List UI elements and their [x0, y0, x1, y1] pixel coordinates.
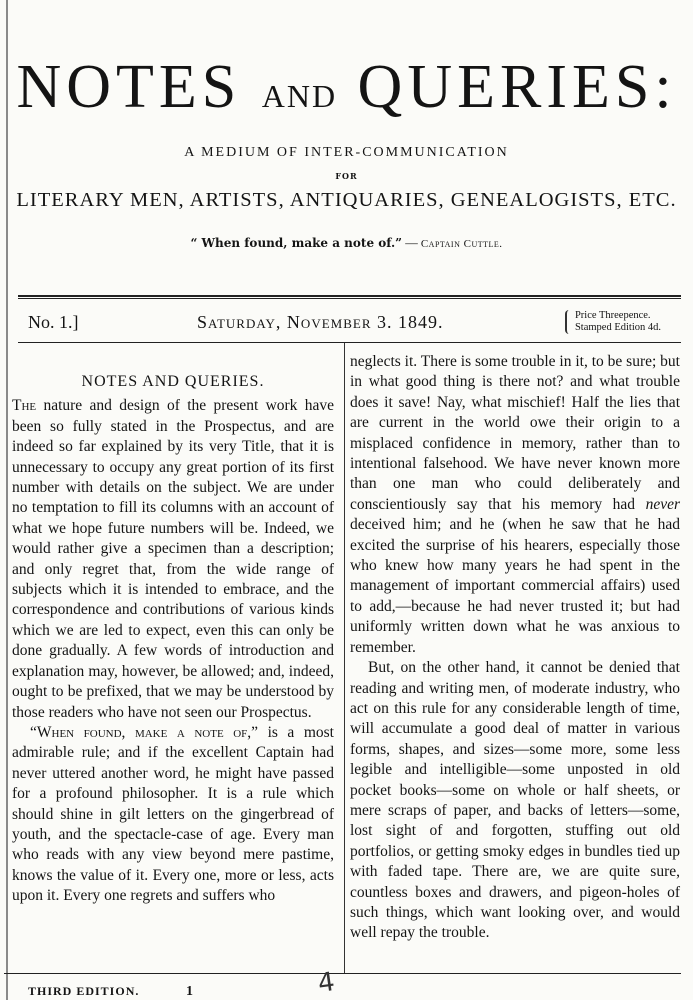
paragraph-text: deceived him; and he (when he saw that he had excited the surprise of his hearers, especially those who knew how many years he had spent in the management of important commercial affairs) used to add,—because he had never trusted it; but had uniformly written down what he was anxious to remember. [350, 516, 680, 656]
article-paragraph [12, 396, 334, 723]
motto-dash: — [402, 236, 421, 250]
left-column [12, 352, 334, 907]
paragraph-lead: The [12, 397, 37, 415]
subtitle: A MEDIUM OF INTER-COMMUNICATION [184, 145, 509, 160]
motto-quote: “ When found, make a note of.” [190, 236, 403, 250]
dateline [22, 306, 681, 336]
article-paragraph: But, on the other hand, it cannot be denied that reading and writing men, of moderate industry, who act on this rule for any considerable length of time, will accumulate a good deal of matter in various forms, shapes, and sizes—some more, some less legible and intelligible—some unposted in old pocket books—some on whole or half sheets, or mere scraps of paper, and backs of letters—some, lost sight of and forgotten, stuffing out old portfolios, or getting smoky edges in bundles tied up with faded tape. There are, we are quite sure, countless boxes and drawers, and pigeon-holes of such things, which want looking over, and would well repay the trouble. [350, 659, 680, 942]
article-paragraph [350, 352, 680, 658]
right-column [350, 352, 680, 944]
paragraph-text: is a most admirable rule; and if the excellent Captain had never uttered another word, he might have passed for a profound philosopher. It is a rule which should shine in gilt letters on the gingerbread of youth, and the spectacle-case of age. Every man who reads with any view beyond mere pastime, knows the value of it. Every one, more or less, acts upon it. Every one regrets and suffers who [12, 723, 334, 905]
page-number: 1 [186, 984, 193, 999]
price-line: Price Threepence. [574, 310, 651, 321]
dateline-rule [18, 342, 681, 343]
title-queries: QUERIES: [337, 53, 677, 121]
handwritten-mark: 4 [315, 966, 337, 1000]
article-paragraph [12, 723, 334, 907]
title-and: AND [261, 78, 338, 114]
motto-author: Captain Cuttle. [420, 238, 503, 250]
column-divider [344, 343, 345, 973]
audience-line: LITERARY MEN, ARTISTS, ANTIQUARIES, GENEALOGISTS, ETC. [16, 189, 677, 211]
header-rule-thin [18, 298, 681, 299]
title-notes: NOTES [16, 53, 262, 121]
issue-date: Saturday, November 3. 1849. [197, 312, 444, 332]
price-box [565, 310, 661, 334]
motto-citation: “When found, make a note of,” [30, 723, 259, 741]
paragraph-text: neglects it. There is some trouble in it, to be sure; but in what good thing is there not? and what trouble does it save! Nay, what mischief! Half the lies that are current in the world owe their origin to a misplaced confidence in memory, rather than to intentional falsehood. We have never known more than one man who could deliberately and conscientiously say that his memory had [350, 353, 680, 513]
article-heading: NOTES AND QUERIES. [81, 373, 265, 390]
page-footer [28, 984, 193, 999]
paragraph-text: nature and design of the present work have been so fully stated in the Prospectus, and are indeed so far explained by its very Title, that it is unnecessary to occupy any great portion of its first number with details on the subject. We are under no temptation to fill its columns with an account of what we hope future numbers will be. Indeed, we would rather give a specimen than a description; and only regret that, from the wide range of subjects which it is intended to embrace, and the correspondence and contributions of various kinds which we are led to expect, even this can only be done gradually. A few words of introduction and explanation may, however, be allowed; and, indeed, ought to be prefixed, that we may be understood by those readers who have not seen our Prospectus. [12, 397, 334, 721]
stamped-price-line: Stamped Edition 4d. [574, 322, 661, 333]
emphasis-text: never [645, 495, 680, 513]
edition-label: THIRD EDITION. [28, 984, 140, 998]
for-label: FOR [335, 171, 358, 181]
publication-title [0, 52, 693, 131]
motto [0, 236, 693, 251]
footer-rule [4, 973, 681, 974]
masthead [0, 52, 693, 251]
header-rule [18, 295, 681, 297]
issue-number: No. 1.] [28, 312, 79, 332]
